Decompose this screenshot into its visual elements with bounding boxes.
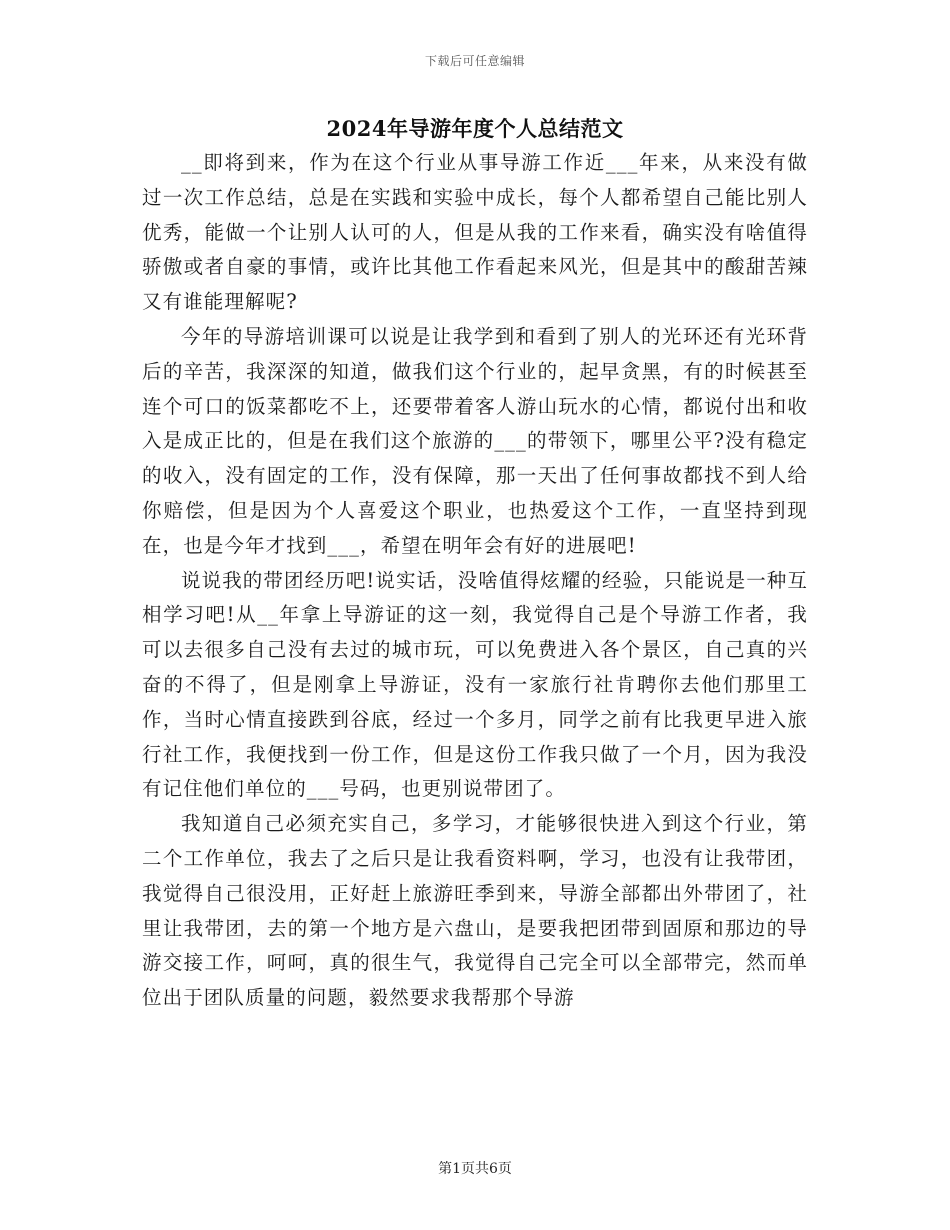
document-title: 2024年导游年度个人总结范文 (326, 116, 624, 141)
paragraph-2: 今年的导游培训课可以说是让我学到和看到了别人的光环还有光环背后的辛苦，我深深的知道，做我们这个行业的，起早贪黑，有的时候甚至连个可口的饭菜都吃不上，还要带着客人游山玩水的心情，都说付出和收入是成正比的，但是在我们这个旅游的___的带领下，哪里公平?没有稳定的收入，没有固定的工作，没有保障，那一天出了任何事故都找不到人给你赔偿，但是因为个人喜爱这个职业，也热爱这个工作，一直坚持到现在，也是今年才找到___，希望在明年会有好的进展吧! (142, 324, 808, 557)
page-indicator: 第1页共6页 (438, 1161, 512, 1177)
header-note: 下载后可任意编辑 (424, 54, 525, 68)
paragraph-3: 说说我的带团经历吧!说实话，没啥值得炫耀的经验，只能说是一种互相学习吧!从__年拿上导游证的这一刻，我觉得自己是个导游工作者，我可以去很多自己没有去过的城市玩，可以免费进入各个景区，自己真的兴奋的不得了，但是刚拿上导游证，没有一家旅行社肯聘你去他们那里工作，当时心情直接跌到谷底，经过一个多月，同学之前有比我更早进入旅行社工作，我便找到一份工作，但是这份工作我只做了一个月，因为我没有记住他们单位的___号码，也更别说带团了。 (142, 568, 808, 801)
paragraph-1: __即将到来，作为在这个行业从事导游工作近___年来，从来没有做过一次工作总结，总是在实践和实验中成长，每个人都希望自己能比别人优秀，能做一个让别人认可的人，但是从我的工作来看，确实没有啥值得骄傲或者自豪的事情，或许比其他工作看起来风光，但是其中的酸甜苦辣又有谁能理解呢? (142, 151, 808, 314)
paragraph-4: 我知道自己必须充实自己，多学习，才能够很快进入到这个行业，第二个工作单位，我去了之后只是让我看资料啊，学习，也没有让我带团，我觉得自己很没用，正好赶上旅游旺季到来，导游全部都出外带团了，社里让我带团，去的第一个地方是六盘山，是要我把团带到固原和那边的导游交接工作，呵呵，真的很生气，我觉得自己完全可以全部带完，然而单位出于团队质量的问题，毅然要求我帮那个导游 (142, 812, 808, 1010)
document-body (142, 146, 808, 1016)
